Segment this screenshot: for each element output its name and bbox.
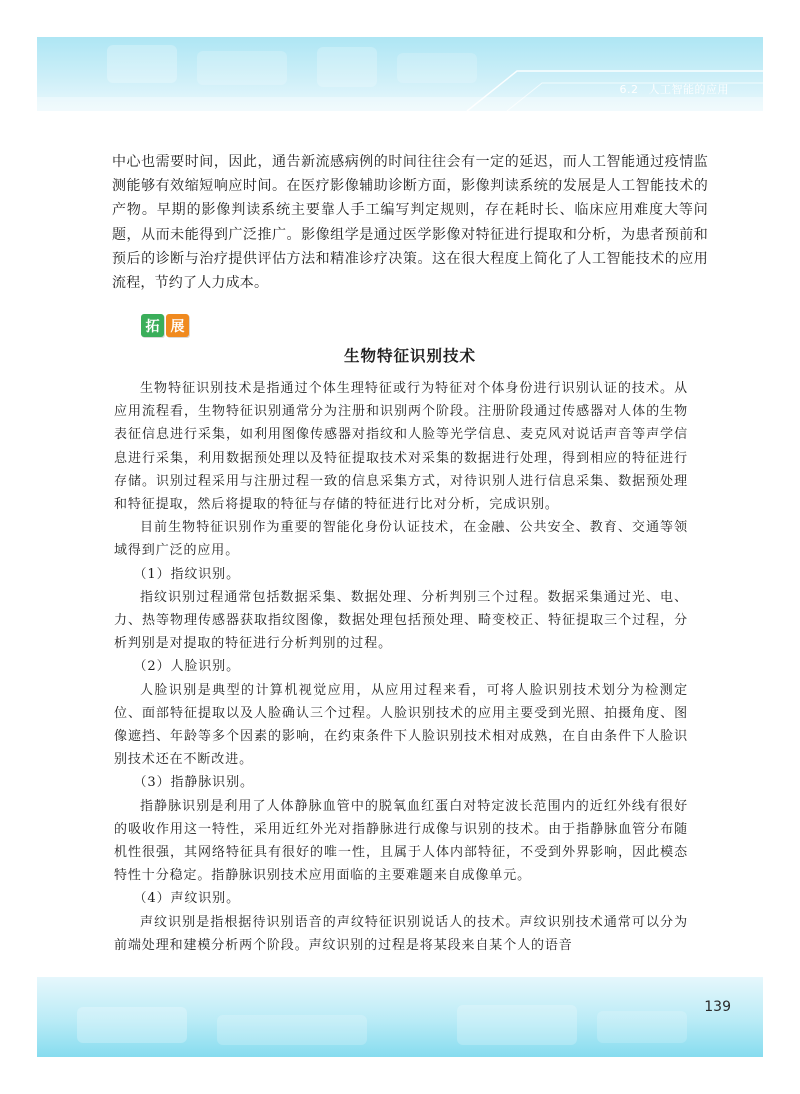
paragraph: 生物特征识别技术是指通过个体生理特征或行为特征对个体身份进行识别认证的技术。从应用流程看，生物特征识别通常分为注册和识别两个阶段。注册阶段通过传感器对人体的生物表征信息进行采集，如利用图像传感器对指纹和人脸等光学信息、麦克风对说话声音等声学信息进行采集，利用数据预处理以及特征提取技术对采集的数据进行处理，得到相应的特征进行存储。识别过程采用与注册过程一致的信息采集方式，对待识别人进行信息采集、数据预处理和特征提取，然后将提取的特征与存储的特征进行比对分析，完成识别。 — [114, 381, 688, 513]
section-number: 6.2 — [619, 83, 639, 96]
intro-section — [112, 150, 708, 295]
extension-badge — [141, 314, 189, 337]
subheading: （4）声纹识别。 — [133, 891, 240, 907]
subheading: （3）指静脉识别。 — [133, 775, 254, 791]
page-number: 139 — [704, 999, 731, 1015]
paragraph: 指静脉识别是利用了人体静脉血管中的脱氧血红蛋白对特定波长范围内的近红外线有很好的吸收作用这一特性，采用近红外光对指静脉进行成像与识别的技术。由于指静脉血管分布随机性很强，其网络特征具有很好的唯一性，且属于人体内部特征，不受到外界影响，因此模态特性十分稳定。指静脉识别技术应用面临的主要难题来自成像单元。 — [114, 798, 688, 884]
badge-char-2: 展 — [166, 314, 189, 337]
circuit-decoration — [37, 37, 763, 111]
intro-paragraph: 中心也需要时间，因此，通告新流感病例的时间往往会有一定的延迟，而人工智能通过疫情监测能够有效缩短响应时间。在医疗影像辅助诊断方面，影像判读系统的发展是人工智能技术的产物。早期的影像判读系统主要靠人手工编写判定规则，存在耗时长、临床应用难度大等问题，从而未能得到广泛推广。影像组学是通过医学影像对特征进行提取和分析，为患者预前和预后的诊断与治疗提供评估方法和精准诊疗决策。这在很大程度上简化了人工智能技术的应用流程，节约了人力成本。 — [112, 154, 708, 292]
subheading: （1）指纹识别。 — [133, 566, 240, 582]
book-page — [37, 37, 763, 1057]
subheading: （2）人脸识别。 — [133, 659, 240, 675]
paragraph: 声纹识别是指根据待识别语音的声纹特征识别说话人的技术。声纹识别技术通常可以分为前端处理和建模分析两个阶段。声纹识别的过程是将某段来自某个人的语音 — [114, 914, 688, 953]
section-title: 人工智能的应用 — [648, 83, 729, 96]
page-footer — [37, 977, 763, 1057]
footer-decoration — [37, 977, 763, 1057]
paragraph: 指纹识别过程通常包括数据采集、数据处理、分析判别三个过程。数据采集通过光、电、力、热等物理传感器获取指纹图像，数据处理包括预处理、畸变校正、特征提取三个过程，分析判别是对提取的特征进行分析判别的过程。 — [114, 589, 688, 652]
paragraph: 目前生物特征识别作为重要的智能化身份认证技术，在金融、公共安全、教育、交通等领域得到广泛的应用。 — [114, 520, 688, 559]
extension-title: 生物特征识别技术 — [343, 347, 476, 365]
extension-body — [114, 377, 688, 957]
paragraph: 人脸识别是典型的计算机视觉应用，从应用过程来看，可将人脸识别技术划分为检测定位、面部特征提取以及人脸确认三个过程。人脸识别技术的应用主要受到光照、拍摄角度、图像遮挡、年龄等多个因素的影响，在约束条件下人脸识别技术相对成熟，在自由条件下人脸识别技术还在不断改进。 — [114, 682, 688, 768]
section-label — [620, 81, 730, 97]
badge-char-1: 拓 — [141, 314, 164, 337]
page-header — [37, 37, 763, 111]
